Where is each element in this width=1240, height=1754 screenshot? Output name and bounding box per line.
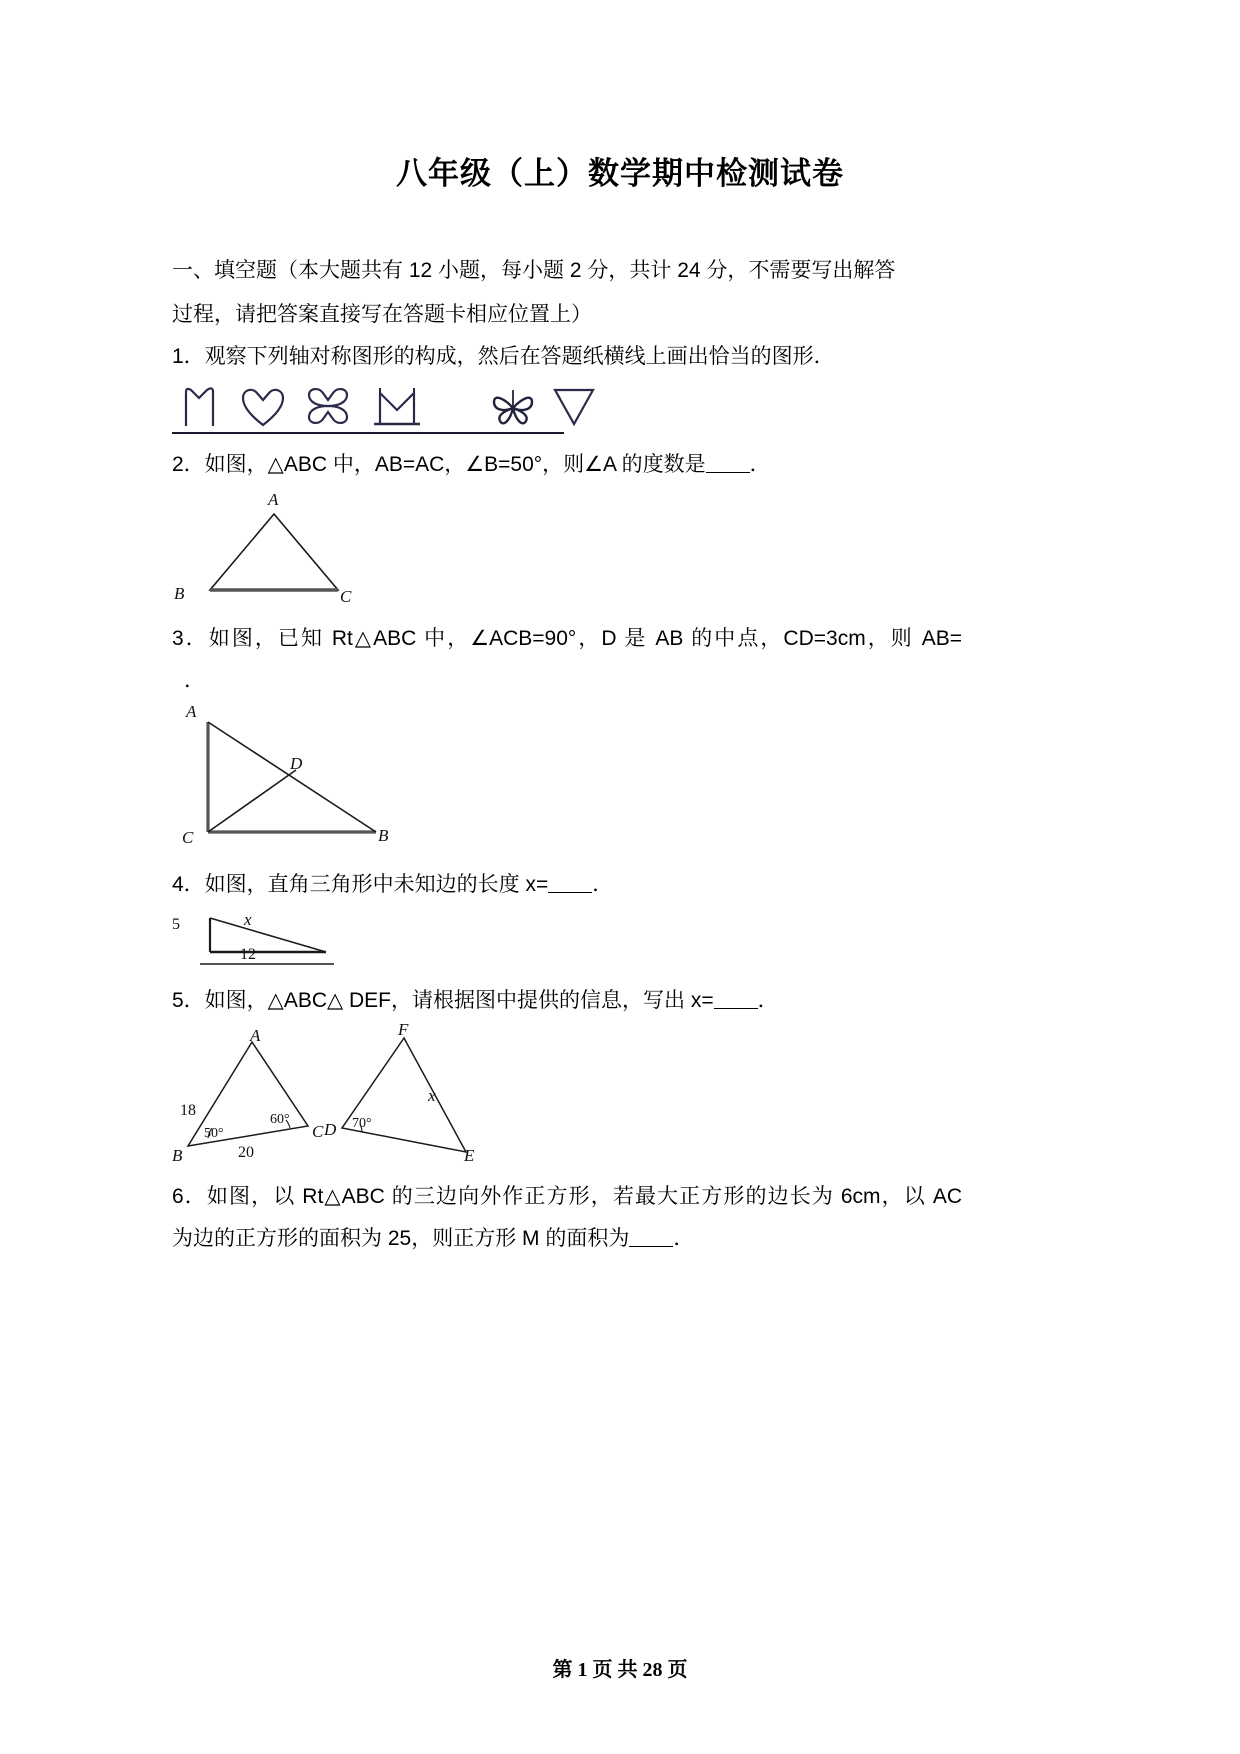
label-midpoint-D: D [290,754,303,773]
label-vertex-A: A [268,490,279,509]
glyph-double-loop-icon [305,384,351,428]
label-leg-horizontal: 12 [240,946,256,963]
question-3-line-2: ． [184,669,205,692]
question-1-figure [172,384,962,438]
label-vertex-C: C [182,828,194,847]
label-vertex-D: D [324,1120,337,1139]
question-2-period: ． [749,453,771,476]
question-4-stem: 4．如图，直角三角形中未知边的长度 x= [172,873,549,896]
page-content [172,250,962,1260]
question-5-period: ． [757,989,779,1012]
glyph-m-bar-icon [372,384,422,428]
glyph-v-cup-icon [550,384,598,428]
label-vertex-A: A [186,702,197,721]
label-leg-vertical: 5 [172,916,180,933]
label-vertex-C: C [312,1122,324,1141]
label-vertex-A: A [250,1026,261,1045]
question-2-stem: 2．如图，△ABC 中，AB=AC，∠B=50°，则∠A 的度数是 [172,453,706,476]
question-5-text [172,980,962,1022]
section-header-line-1: 一、填空题（本大题共有 12 小题，每小题 2 分，共计 24 分，不需要写出解答 [172,259,896,282]
question-4-text [172,864,962,906]
question-2-blank[interactable] [706,454,750,473]
label-vertex-B: B [174,584,185,603]
label-side-BC-20: 20 [238,1144,254,1161]
label-angle-D-70: 70° [352,1116,372,1131]
question-1-text: 1．观察下列轴对称图形的构成，然后在答题纸横线上画出恰当的图形． [172,345,835,368]
answer-rule-line [172,432,564,434]
section-header-line-2: 过程，请把答案直接写在答题卡相应位置上） [172,303,592,326]
glyph-blank-slot [434,384,484,428]
question-3-line-1: 3．如图，已知 Rt△ABC 中，∠ACB=90°，D 是 AB 的中点，CD=3cm，则 AB= [172,627,962,650]
question-4-blank[interactable] [548,874,592,893]
label-vertex-B: B [172,1146,183,1165]
symmetry-glyph-row [172,384,602,438]
label-side-x: x [428,1086,436,1105]
glyph-n-shape-icon [180,384,220,428]
question-6-line-2 [172,1218,962,1260]
label-angle-B-50: 50° [204,1126,224,1141]
question-2-figure [172,492,962,612]
question-6-stem: 为边的正方形的面积为 25，则正方形 M 的面积为 [172,1227,630,1250]
question-6-line-1: 6．如图，以 Rt△ABC 的三边向外作正方形，若最大正方形的边长为 6cm，以 AC [172,1185,962,1208]
question-5-figure [172,1020,962,1170]
label-hypotenuse-x: x [244,910,252,929]
question-5-stem: 5．如图，△ABC△ DEF，请根据图中提供的信息，写出 x= [172,989,714,1012]
label-vertex-C: C [340,587,352,606]
label-vertex-B: B [378,826,389,845]
question-6-blank[interactable] [629,1228,673,1247]
page-footer: 第 1 页 共 28 页 [552,1659,688,1681]
glyph-heart-icon [240,384,286,428]
page-title: 八年级（上）数学期中检测试卷 [396,156,844,191]
question-2-text [172,444,962,486]
label-vertex-E: E [464,1146,475,1165]
question-4-figure [172,912,962,974]
question-6-period: ． [673,1227,695,1250]
label-vertex-F: F [398,1020,409,1039]
question-5-blank[interactable] [714,990,758,1009]
label-angle-C-60: 60° [270,1112,290,1127]
question-3-figure [172,702,962,858]
glyph-butterfly-icon [490,384,536,428]
label-side-AB-18: 18 [180,1102,196,1119]
question-4-period: ． [592,873,614,896]
